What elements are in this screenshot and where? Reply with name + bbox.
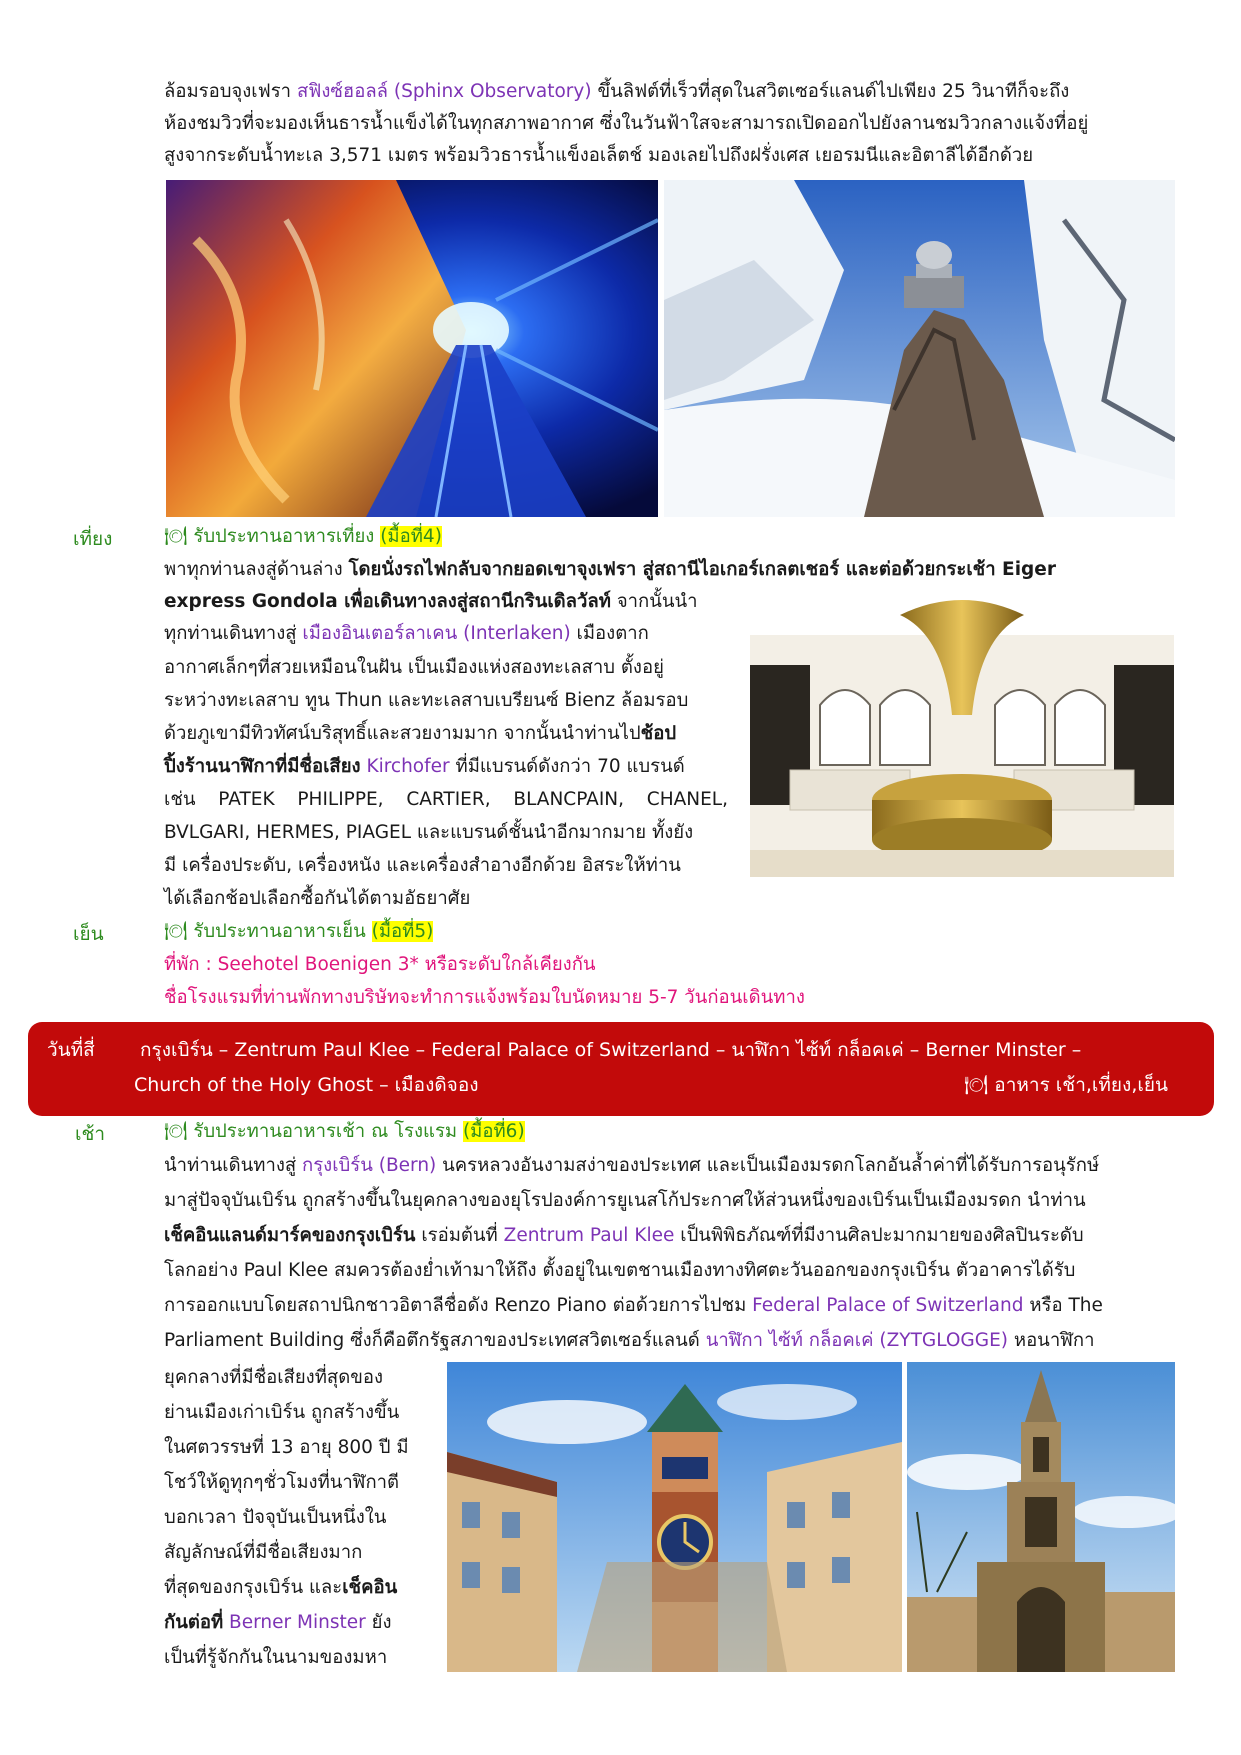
- plate-cutlery-icon: 🍽: [964, 1074, 989, 1096]
- day-banner: [28, 1022, 1214, 1116]
- sphinx-photo: [664, 180, 1175, 517]
- afternoon-line-9: BVLGARI, HERMES, PIAGEL และแบรนด์ชั้นนำอีกมากมาย ทั้งยัง: [164, 822, 694, 843]
- zentrum-paul-klee-link: Zentrum Paul Klee: [503, 1225, 675, 1246]
- bern-text: หรือ The: [1023, 1295, 1103, 1316]
- day-route-line-2: Church of the Holy Ghost – เมืองดิจอง: [134, 1074, 479, 1096]
- day-label: วันที่สี่: [47, 1039, 95, 1061]
- breakfast-label: เช้า: [75, 1123, 106, 1145]
- afternoon-text: เมืองตาก: [570, 623, 649, 644]
- bern-col-line-2: ย่านเมืองเก่าเบิร์น ถูกสร้างขึ้น: [164, 1402, 400, 1423]
- afternoon-bold-text: โดยนั่งรถไฟกลับจากยอดเขาจุงเฟรา สู่สถานีไอเกอร์เกลตเชอร์ และต่อด้วยกระเช้า Eiger: [348, 559, 1056, 580]
- intro-line-3: สูงจากระดับน้ำทะเล 3,571 เมตร พร้อมวิวธารน้ำแข็งอเล็ตช์ มองเลยไปถึงฝรั่งเศส เยอรมนีและอิตาลีได้อีกด้วย: [164, 145, 1034, 166]
- bern-text: ที่สุดของกรุงเบิร์น และ: [164, 1577, 343, 1598]
- lunch-meal-text: รับประทานอาหารเที่ยง: [187, 526, 381, 547]
- zytglogge-photo: [447, 1362, 902, 1672]
- zytglogge-link: นาฬิกา ไซ้ท์ กล็อคเค่ (ZYTGLOGGE): [705, 1330, 1008, 1351]
- afternoon-bold-text: ช้อป: [640, 723, 677, 744]
- bern-line-6: [164, 1328, 1094, 1354]
- minster-photo: [907, 1362, 1175, 1672]
- breakfast-meal-text: รับประทานอาหารเช้า ณ โรงแรม: [187, 1121, 463, 1142]
- bern-col-line-5: บอกเวลา ปัจจุบันเป็นหนึ่งใน: [164, 1507, 387, 1528]
- afternoon-line-4: อากาศเล็กๆที่สวยเหมือนในฝัน เป็นเมืองแห่งสองทะเลสาบ ตั้งอยู่: [164, 657, 664, 678]
- bern-col-line-9: เป็นที่รู้จักกันในนามของมหา: [164, 1647, 388, 1668]
- bern-bold-text: เช็คอินแลนด์มาร์คของกรุงเบิร์น: [164, 1225, 416, 1246]
- bern-col-line-4: โชว์ให้ดูทุกๆชั่วโมงที่นาฬิกาตี: [164, 1472, 400, 1493]
- afternoon-text: ด้วยภูเขามีทิวทัศน์บริสุทธิ์และสวยงามมาก จากนั้นนำท่านไป: [164, 723, 641, 744]
- lunch-meal-number: (มื้อที่4): [380, 526, 442, 547]
- bern-col-line-7: [164, 1575, 397, 1601]
- afternoon-line-2: [164, 589, 698, 615]
- plate-cutlery-icon: 🍽: [164, 921, 188, 942]
- bern-link: กรุงเบิร์น (Bern): [302, 1155, 437, 1176]
- bern-line-5: [164, 1293, 1103, 1319]
- afternoon-text: ที่มีแบรนด์ดังกว่า 70 แบรนด์: [449, 756, 685, 777]
- dinner-label: เย็น: [73, 923, 104, 945]
- bern-text: Parliament Building ซึ่งก็คือตึกรัฐสภาของประเทศสวิตเซอร์แลนด์: [164, 1330, 706, 1351]
- bern-text: เป็นพิพิธภัณฑ์ที่มีงานศิลปะมากมายของศิลปินระดับ: [674, 1225, 1084, 1246]
- afternoon-text: พาทุกท่านลงสู่ด้านล่าง: [164, 559, 349, 580]
- afternoon-line-3: [164, 621, 649, 647]
- kirchofer-link: Kirchofer: [360, 756, 450, 777]
- afternoon-bold-text: ปิ้งร้านนาฬิกาที่มีชื่อเสียง: [164, 756, 361, 777]
- afternoon-text: จากนั้นนำ: [610, 591, 698, 612]
- afternoon-line-7: [164, 754, 685, 780]
- bern-text: การออกแบบโดยสถาปนิกชาวอิตาลีชื่อดัง Renzo Piano ต่อด้วยการไปชม: [164, 1295, 753, 1316]
- afternoon-text: ทุกท่านเดินทางสู่: [164, 623, 303, 644]
- lunch-label: เที่ยง: [73, 528, 113, 550]
- bern-col-line-6: สัญลักษณ์ที่มีชื่อเสียงมาก: [164, 1542, 363, 1563]
- plate-cutlery-icon: 🍽: [164, 1121, 188, 1142]
- interlaken-link: เมืองอินเตอร์ลาเคน (Interlaken): [302, 623, 571, 644]
- bern-col-line-3: ในศตวรรษที่ 13 อายุ 800 ปี มี: [164, 1437, 409, 1458]
- afternoon-line-1: [164, 557, 1056, 583]
- bern-text: นำท่านเดินทางสู่: [164, 1155, 303, 1176]
- bern-line-1: [164, 1153, 1099, 1179]
- berner-minster-link: Berner Minster: [223, 1612, 366, 1633]
- sphinx-observatory-link: สฟิงซ์ฮอลล์ (Sphinx Observatory): [296, 81, 592, 102]
- bern-line-2: มาสู่ปัจจุบันเบิร์น ถูกสร้างขึ้นในยุคกลางของยุโรปองค์การยูเนสโก้ประกาศให้ส่วนหนึ่งของเบิร์นเป็นเมืองมรดก นำท่าน: [164, 1190, 1086, 1211]
- bern-col-line-8: [164, 1610, 391, 1636]
- day-route-line-1: กรุงเบิร์น – Zentrum Paul Klee – Federal Palace of Switzerland – นาฬิกา ไซ้ท์ กล็อคเค่ – Berner Minster –: [140, 1039, 1082, 1061]
- dinner-meal-text: รับประทานอาหารเย็น: [187, 921, 372, 942]
- breakfast-meal-number: (มื้อที่6): [462, 1121, 525, 1142]
- watch-shop-photo: [750, 595, 1174, 877]
- intro-text: ขึ้นลิฟต์ที่เร็วที่สุดในสวิตเซอร์แลนด์ไปเพียง 25 วินาทีก็จะถึง: [591, 81, 1070, 102]
- tunnel-photo: [166, 180, 658, 517]
- dinner-meal-number: (มื้อที่5): [371, 921, 434, 942]
- bern-text: เรอ่มต้นที่: [415, 1225, 504, 1246]
- intro-line-1: [164, 79, 1179, 105]
- intro-text: ล้อมรอบจุงเฟรา: [164, 81, 297, 102]
- afternoon-line-11: ได้เลือกช้อปเลือกซื้อกันได้ตามอัธยาศัย: [164, 888, 471, 909]
- afternoon-line-5: ระหว่างทะเลสาบ ทูน Thun และทะเลสาบเบรียนซ์ Bienz ล้อมรอบ: [164, 690, 689, 711]
- afternoon-line-10: มี เครื่องประดับ, เครื่องหนัง และเครื่องสำอางอีกด้วย อิสระให้ท่าน: [164, 855, 681, 876]
- bern-col-line-1: ยุคกลางที่มีชื่อเสียงที่สุดของ: [164, 1367, 384, 1388]
- lunch-meal-line: [164, 524, 442, 550]
- bern-text: ยัง: [365, 1612, 392, 1633]
- plate-cutlery-icon: 🍽: [164, 526, 188, 547]
- bern-text: หอนาฬิกา: [1008, 1330, 1095, 1351]
- day-meals-text: อาหาร เช้า,เที่ยง,เย็น: [988, 1074, 1168, 1096]
- bern-bold-text: กันต่อที่: [164, 1612, 224, 1633]
- afternoon-bold-text: express Gondola เพื่อเดินทางลงสู่สถานีกรินเดิลวัลท์: [164, 591, 611, 612]
- bern-line-4: โลกอย่าง Paul Klee สมควรต้องย่ำเท้ามาให้ถึง ตั้งอยู่ในเขตชานเมืองทางทิศตะวันออกของกรุงเบิร์น ตัวอาคารได้รับ: [164, 1260, 1076, 1281]
- federal-palace-link: Federal Palace of Switzerland: [752, 1295, 1024, 1316]
- dinner-meal-line: [164, 919, 433, 945]
- bern-bold-text: เช็คอิน: [342, 1577, 398, 1598]
- intro-line-2: ห้องชมวิวที่จะมองเห็นธารน้ำแข็งได้ในทุกสภาพอากาศ ซึ่งในวันฟ้าใสจะสามารถเปิดออกไปยังลานชมวิวกลางแจ้งที่อยู่: [164, 113, 1089, 134]
- afternoon-line-6: [164, 721, 676, 747]
- breakfast-meal-line: [164, 1119, 525, 1145]
- bern-text: นครหลวงอันงามสง่าของประเทศ และเป็นเมืองมรดกโลกอันล้ำค่าที่ได้รับการอนุรักษ์: [436, 1155, 1100, 1176]
- afternoon-line-8: เช่น PATEK PHILIPPE, CARTIER, BLANCPAIN, CHANEL,: [164, 789, 728, 810]
- day-meals: [964, 1070, 1168, 1100]
- hotel-note: ชื่อโรงแรมที่ท่านพักทางบริษัทจะทำการแจ้งพร้อมใบนัดหมาย 5-7 วันก่อนเดินทาง: [164, 987, 805, 1008]
- bern-line-3: [164, 1223, 1084, 1249]
- hotel-info: ที่พัก : Seehotel Boenigen 3* หรือระดับใกล้เคียงกัน: [164, 954, 596, 975]
